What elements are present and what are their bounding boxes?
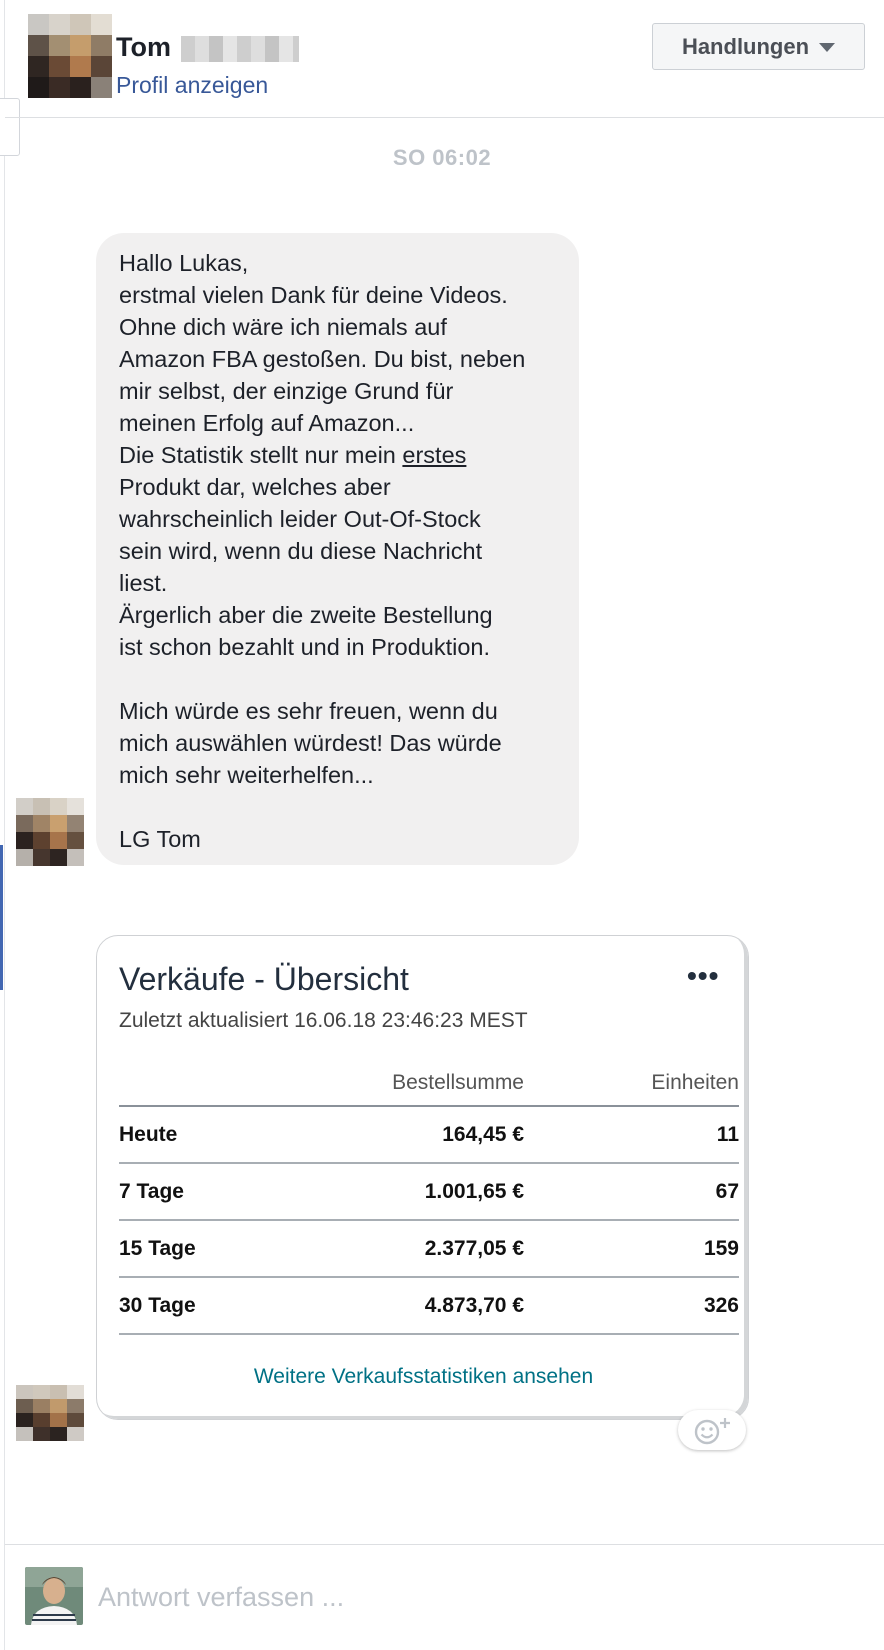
table-row	[119, 1277, 739, 1334]
message-line: wahrscheinlich leider Out-Of-Stock	[119, 506, 481, 532]
column-header: Bestellsumme	[319, 1061, 524, 1106]
period-cell: 7 Tage	[119, 1163, 319, 1220]
message-line: erstmal vielen Dank für deine Videos.	[119, 282, 508, 308]
period-cell: Heute	[119, 1106, 319, 1163]
message-signature: LG Tom	[119, 826, 201, 852]
add-reaction-button[interactable]	[678, 1410, 746, 1450]
more-sales-stats-link[interactable]: Weitere Verkaufsstatistiken ansehen	[253, 1365, 594, 1388]
sum-cell: 4.873,70 €	[319, 1277, 524, 1334]
smiley-add-icon	[689, 1415, 735, 1445]
message-line	[119, 439, 559, 471]
actions-button[interactable]	[652, 23, 865, 70]
message-line: meinen Erfolg auf Amazon...	[119, 410, 415, 436]
units-cell: 326	[524, 1277, 739, 1334]
more-options-icon: •••	[687, 960, 720, 991]
period-cell: 30 Tage	[119, 1277, 319, 1334]
reply-input[interactable]	[98, 1573, 858, 1621]
message-line: Hallo Lukas,	[119, 250, 249, 276]
redacted-surname	[181, 36, 299, 62]
table-row	[119, 1220, 739, 1277]
message-line: liest.	[119, 570, 168, 596]
sender-avatar[interactable]	[16, 1385, 84, 1441]
underlined-word: erstes	[402, 442, 467, 468]
message-line: mich sehr weiterhelfen...	[119, 762, 374, 788]
reply-composer	[5, 1544, 884, 1650]
left-accent-bar	[0, 845, 3, 990]
message-line: Ärgerlich aber die zweite Bestellung	[119, 602, 493, 628]
column-header	[119, 1061, 319, 1106]
card-title: Verkäufe - Übersicht	[119, 961, 409, 997]
column-header: Einheiten	[524, 1061, 739, 1106]
sender-avatar[interactable]	[16, 798, 84, 866]
card-updated-text: Zuletzt aktualisiert 16.06.18 23:46:23 MEST	[119, 1009, 528, 1032]
message-bubble[interactable]	[96, 233, 579, 865]
sum-cell: 2.377,05 €	[319, 1220, 524, 1277]
message-line: sein wird, wenn du diese Nachricht	[119, 538, 483, 564]
message-line: Produkt dar, welches aber	[119, 474, 391, 500]
sales-table	[119, 1061, 739, 1335]
message-line: ist schon bezahlt und in Produktion.	[119, 634, 491, 660]
message-line: Mich würde es sehr freuen, wenn du	[119, 698, 498, 724]
message-line: Amazon FBA gestoßen. Du bist, neben	[119, 346, 526, 372]
blank-line	[119, 663, 559, 695]
sum-cell: 1.001,65 €	[319, 1163, 524, 1220]
chevron-down-icon	[819, 43, 835, 52]
units-cell: 67	[524, 1163, 739, 1220]
blank-line	[119, 791, 559, 823]
actions-button-label: Handlungen	[681, 33, 810, 59]
message-timestamp: SO 06:02	[392, 145, 492, 170]
table-row	[119, 1163, 739, 1220]
message-line: mir selbst, der einzige Grund für	[119, 378, 454, 404]
sum-cell: 164,45 €	[319, 1106, 524, 1163]
sales-overview-image[interactable]	[96, 935, 749, 1420]
units-cell: 159	[524, 1220, 739, 1277]
message-text: Die Statistik stellt nur mein	[119, 442, 403, 468]
left-rail	[0, 0, 5, 1650]
table-header-row	[119, 1061, 739, 1106]
self-avatar	[25, 1567, 83, 1625]
contact-name[interactable]: Tom	[116, 32, 171, 62]
view-profile-link[interactable]: Profil anzeigen	[116, 72, 269, 98]
table-row	[119, 1106, 739, 1163]
period-cell: 15 Tage	[119, 1220, 319, 1277]
message-line: mich auswählen würdest! Das würde	[119, 730, 502, 756]
units-cell: 11	[524, 1106, 739, 1163]
message-line: Ohne dich wäre ich niemals auf	[119, 314, 447, 340]
conversation-header	[5, 0, 884, 118]
contact-avatar[interactable]	[28, 14, 112, 98]
